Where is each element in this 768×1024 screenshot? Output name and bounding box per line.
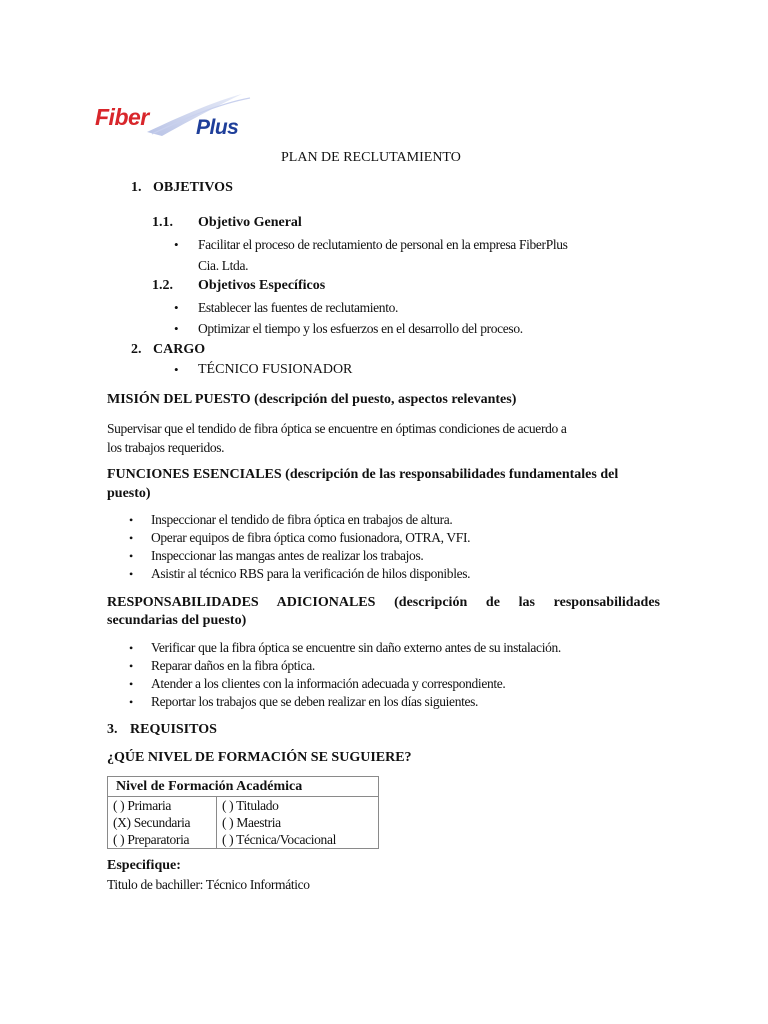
option-maestria: ( ) Maestria <box>222 815 281 830</box>
objetivo-general-line-1: Facilitar el proceso de reclutamiento de personal en la empresa FiberPlus <box>198 237 568 252</box>
funcion-item: • Operar equipos de fibra óptica como fusionadora, OTRA, VFI. <box>151 529 470 547</box>
subsection-1-2-number: 1.2. <box>152 278 173 293</box>
formacion-table <box>107 776 379 849</box>
mision-heading: MISIÓN DEL PUESTO (descripción del puesto, aspectos relevantes) <box>107 392 517 407</box>
option-preparatoria: ( ) Preparatoria <box>113 832 190 847</box>
formacion-right-options <box>217 797 379 849</box>
responsabilidad-item: • Reportar los trabajos que se deben realizar en los días siguientes. <box>151 693 478 711</box>
document-title: PLAN DE RECLUTAMIENTO <box>281 150 461 165</box>
objetivo-especifico-item: • Establecer las fuentes de reclutamiento. <box>198 299 398 317</box>
especifique-label: Especifique: <box>107 858 181 873</box>
responsabilidad-item: • Reparar daños en la fibra óptica. <box>151 657 315 675</box>
logo-fiber-text: Fiber <box>95 104 149 130</box>
subsection-1-1-number: 1.1. <box>152 215 173 230</box>
section-2-heading: CARGO <box>153 342 206 357</box>
section-2-number: 2. <box>131 342 142 357</box>
objetivo-general-item <box>198 236 568 254</box>
subsection-1-2-heading: Objetivos Específicos <box>198 278 326 293</box>
cargo-item: • TÉCNICO FUSIONADOR <box>198 361 352 379</box>
funciones-heading-line-2: puesto) <box>107 486 151 501</box>
subsection-1-1-heading: Objetivo General <box>198 215 302 230</box>
responsabilidades-heading-line-2: secundarias del puesto) <box>107 613 247 628</box>
option-tecnica-vocacional: ( ) Técnica/Vocacional <box>222 832 336 847</box>
logo-plus-text: Plus <box>196 116 239 139</box>
objetivo-general-line-2: Cia. Ltda. <box>198 258 249 273</box>
formacion-table-header: Nivel de Formación Académica <box>108 777 379 797</box>
formacion-question: ¿QÚE NIVEL DE FORMACIÓN SE SUGUIERE? <box>107 750 412 765</box>
option-titulado: ( ) Titulado <box>222 798 279 813</box>
responsabilidades-heading-line-1 <box>107 593 660 612</box>
especifique-value: Titulo de bachiller: Técnico Informático <box>107 877 310 892</box>
section-1-heading: OBJETIVOS <box>153 180 233 195</box>
option-primaria: ( ) Primaria <box>113 798 172 813</box>
funcion-item: • Inspeccionar las mangas antes de realizar los trabajos. <box>151 547 423 565</box>
option-secundaria: (X) Secundaria <box>113 815 191 830</box>
mision-text-line-2: los trabajos requeridos. <box>107 440 225 455</box>
fiberplus-logo <box>92 88 262 146</box>
section-1-number: 1. <box>131 180 142 195</box>
responsabilidad-item: • Verificar que la fibra óptica se encuentre sin daño externo antes de su instalación. <box>151 639 561 657</box>
formacion-left-options <box>108 797 217 849</box>
funciones-heading-line-1: FUNCIONES ESENCIALES (descripción de las responsabilidades fundamentales del <box>107 467 619 482</box>
funcion-item: • Asistir al técnico RBS para la verificación de hilos disponibles. <box>151 565 470 583</box>
responsabilidad-item: • Atender a los clientes con la información adecuada y correspondiente. <box>151 675 505 693</box>
section-3-heading: REQUISITOS <box>130 722 217 737</box>
mision-text-line-1: Supervisar que el tendido de fibra óptica se encuentre en óptimas condiciones de acuerdo a <box>107 421 567 436</box>
responsabilidades-heading-text: RESPONSABILIDADES ADICIONALES (descripción de las responsabilidades <box>107 595 660 610</box>
objetivo-especifico-item: • Optimizar el tiempo y los esfuerzos en el desarrollo del proceso. <box>198 320 523 338</box>
funcion-item: • Inspeccionar el tendido de fibra óptica en trabajos de altura. <box>151 511 452 529</box>
section-3-number: 3. <box>107 722 118 737</box>
